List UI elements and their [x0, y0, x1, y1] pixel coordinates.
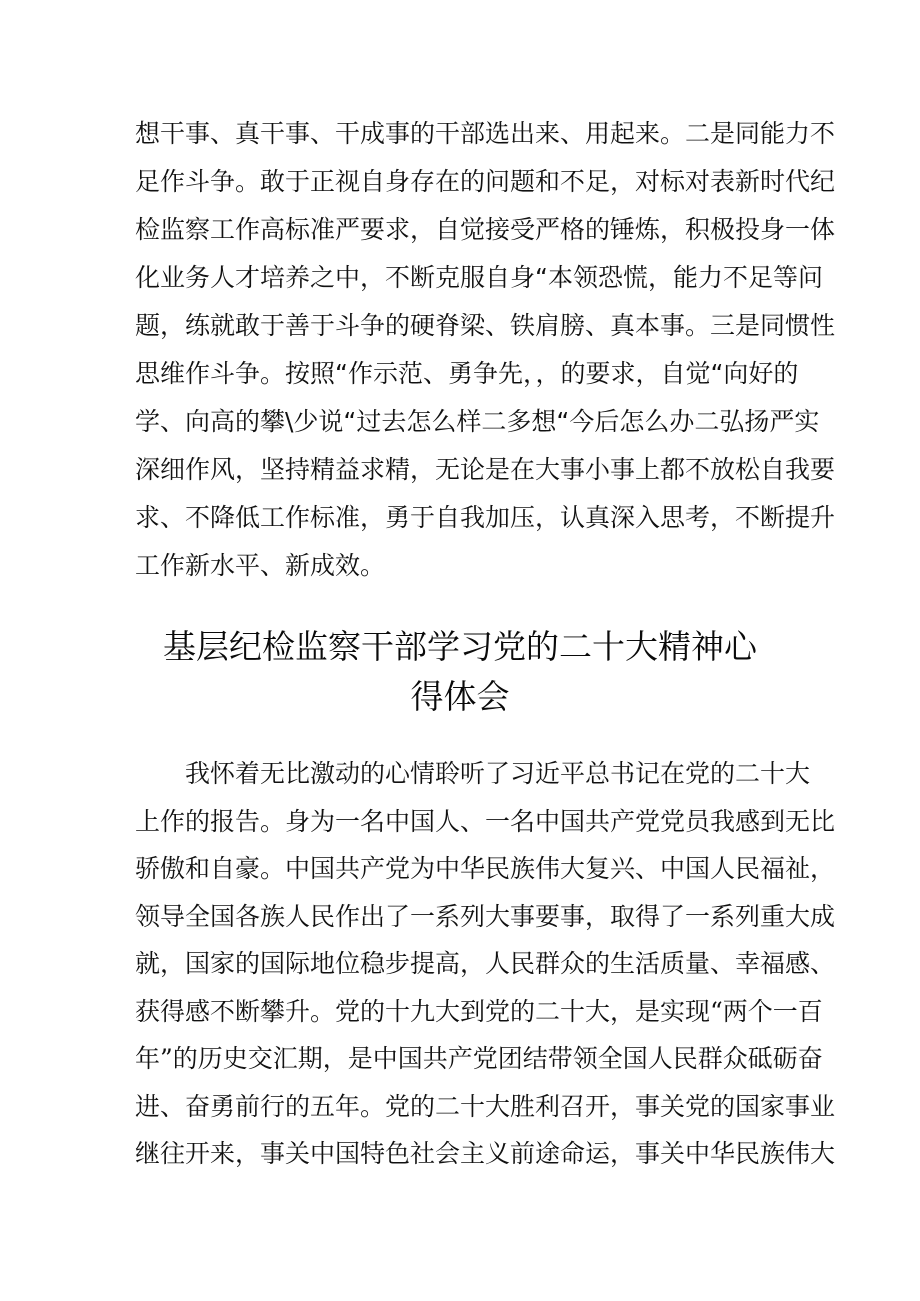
text-line: 工作新水平、新成效。: [135, 551, 386, 580]
text-line: 化业务人才培养之中，不断克服自身“本领恐慌，能力不足等问: [135, 263, 823, 292]
text-line: 领导全国各族人民作出了一系列大事要事，取得了一系列重大成: [135, 901, 836, 931]
text-line: 思维作斗争。按照“作示范、勇争先，，的要求，自觉“向好的: [135, 359, 799, 388]
text-line: 获得感不断攀升。党的十九大到党的二十大，是实现“两个一百: [135, 996, 823, 1026]
text-line: 求、不降低工作标准，勇于自我加压，认真深入思考，不断提升: [135, 503, 836, 532]
body-paragraph: [135, 750, 836, 1178]
article-title: [110, 622, 810, 722]
top-paragraph: [135, 110, 836, 590]
text-line: 题，练就敢于善于斗争的硬脊梁、铁肩膀、真本事。三是同惯性: [135, 311, 836, 340]
text-line: 想干事、真干事、干成事的干部选出来、用起来。二是同能力不: [135, 119, 836, 148]
text-line: 就，国家的国际地位稳步提高，人民群众的生活质量、幸福感、: [135, 949, 836, 978]
text-line: 上作的报告。身为一名中国人、一名中国共产党党员我感到无比: [135, 806, 836, 836]
text-line: 我怀着无比激动的心情聆听了习近平总书记在党的二十大: [185, 759, 811, 788]
text-line: 继往开来，事关中国特色社会主义前途命运，事关中华民族伟大: [135, 1139, 836, 1168]
text-line: 进、奋勇前行的五年。党的二十大胜利召开，事关党的国家事业: [135, 1091, 836, 1121]
article-title-line-1: 基层纪检监察干部学习党的二十大精神心: [163, 627, 757, 666]
text-line: 年”的历史交汇期，是中国共产党团结带领全国人民群众砥砺奋: [135, 1044, 823, 1073]
text-line: 骄傲和自豪。中国共产党为中华民族伟大复兴、中国人民福祉，: [135, 854, 836, 883]
article-title-line-2: 得体会: [410, 677, 510, 716]
text-line: 足作斗争。敢于正视自身存在的问题和不足，对标对表新时代纪: [135, 167, 836, 196]
text-line: 学、向高的攀\少说“过去怎么样二多想“今后怎么办二弘扬严实: [135, 407, 820, 436]
text-line: 深细作风，坚持精益求精，无论是在大事小事上都不放松自我要: [135, 455, 836, 484]
text-line: 检监察工作高标准严要求，自觉接受严格的锤炼，积极投身一体: [135, 215, 836, 244]
